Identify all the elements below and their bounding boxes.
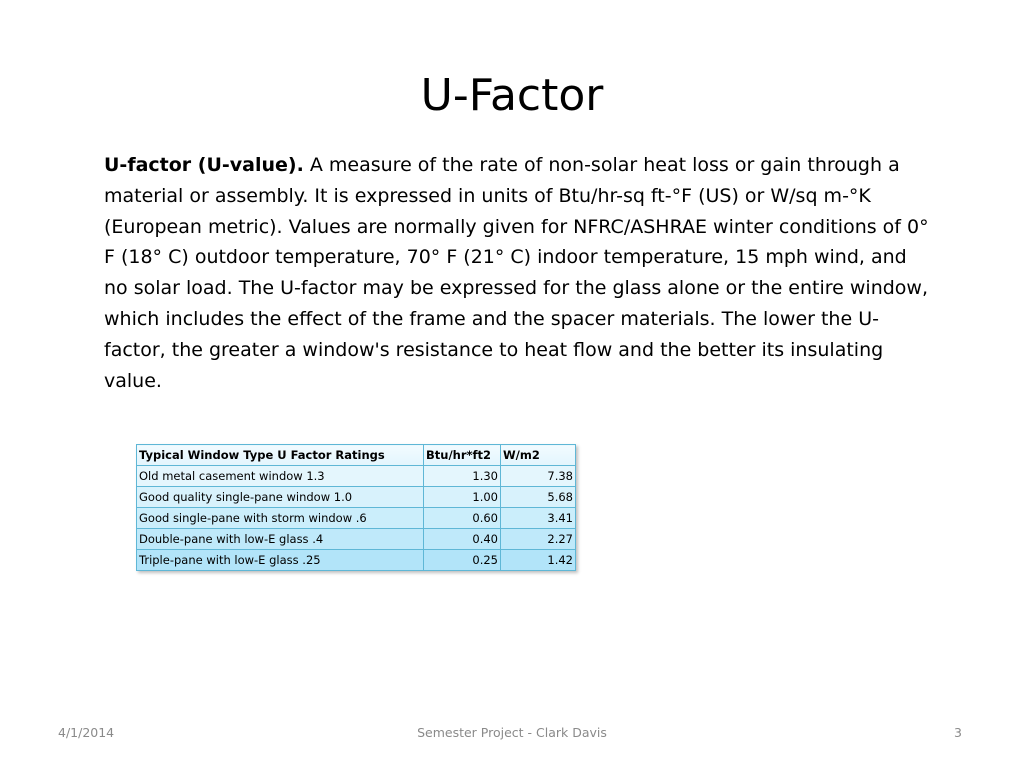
- w-m2-value-cell: 7.38: [501, 466, 576, 487]
- definition-text: A measure of the rate of non-solar heat loss or gain through a material or assembly. It is expressed in units of Btu/hr-sq ft-°F (US) or W/sq m-°K (European metric). Values are normally given for NFRC/ASHRAE winter conditions of 0° F (18° C) outdoor temperature, 70° F (21° C) indoor temperature, 15 mph wind, and no solar load. The U-factor may be expressed for the glass alone or the entire window, which includes the effect of the frame and the spacer materials. The lower the U-factor, the greater a window's resistance to heat flow and the better its insulating value.: [104, 154, 929, 392]
- column-header-btu: Btu/hr*ft2: [424, 445, 501, 466]
- table-row: [137, 529, 576, 550]
- definition-paragraph: [104, 150, 934, 396]
- table-header-row: [137, 445, 576, 466]
- u-factor-ratings-table: [136, 444, 576, 571]
- column-header-w-m2: W/m2: [501, 445, 576, 466]
- table-row: [137, 487, 576, 508]
- table-row: [137, 550, 576, 571]
- btu-value-cell: 1.00: [424, 487, 501, 508]
- column-header-window-type: Typical Window Type U Factor Ratings: [137, 445, 424, 466]
- footer-title: Semester Project - Clark Davis: [417, 725, 607, 740]
- w-m2-value-cell: 2.27: [501, 529, 576, 550]
- page-number: 3: [954, 725, 962, 740]
- table-row: [137, 466, 576, 487]
- window-type-cell: Old metal casement window 1.3: [137, 466, 424, 487]
- btu-value-cell: 0.40: [424, 529, 501, 550]
- w-m2-value-cell: 3.41: [501, 508, 576, 529]
- btu-value-cell: 1.30: [424, 466, 501, 487]
- w-m2-value-cell: 1.42: [501, 550, 576, 571]
- window-type-cell: Triple-pane with low-E glass .25: [137, 550, 424, 571]
- slide-title: U-Factor: [420, 70, 604, 121]
- footer-date: 4/1/2014: [58, 725, 115, 740]
- table-row: [137, 508, 576, 529]
- window-type-cell: Good quality single-pane window 1.0: [137, 487, 424, 508]
- btu-value-cell: 0.60: [424, 508, 501, 529]
- definition-term: U-factor (U-value).: [104, 154, 304, 176]
- btu-value-cell: 0.25: [424, 550, 501, 571]
- w-m2-value-cell: 5.68: [501, 487, 576, 508]
- window-type-cell: Double-pane with low-E glass .4: [137, 529, 424, 550]
- window-type-cell: Good single-pane with storm window .6: [137, 508, 424, 529]
